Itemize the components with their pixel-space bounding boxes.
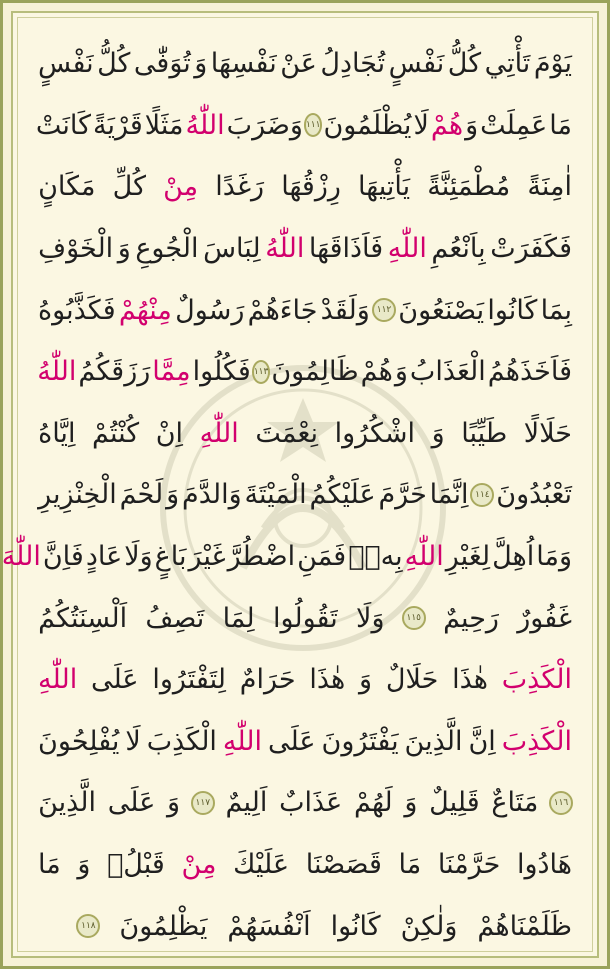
word: حَرَّمْنَا <box>437 849 501 881</box>
word: وَلَا <box>356 602 385 634</box>
word: عَمِلَتْ <box>480 109 548 141</box>
highlighted-word: مِنْ <box>163 171 199 203</box>
word: اِيَّاهُ <box>38 417 76 449</box>
ayah-number-marker: ١١٨ <box>76 914 100 938</box>
text-line <box>37 341 573 403</box>
word: حَلَالٌ <box>385 664 439 696</box>
word: لَا <box>413 109 429 141</box>
word: بِهٖۚ <box>348 541 403 573</box>
word: رَسُولٌ <box>175 294 245 326</box>
ayah-number-marker: ١١٦ <box>549 791 573 815</box>
word: نَفْسٍ <box>388 48 445 80</box>
word: يَصْنَعُونَ <box>398 294 485 326</box>
text-line <box>37 464 573 526</box>
ayah-number-marker: ١١٤ <box>470 483 494 507</box>
text-line <box>37 895 573 957</box>
word: قَصَصْنَا <box>305 849 382 881</box>
text-line <box>37 772 573 834</box>
word: ظَلَمْنَاهُمْ <box>477 910 572 942</box>
word: نَفْسِهَا <box>210 48 277 80</box>
word: اِنَّمَا <box>429 479 469 511</box>
word: وَ <box>77 849 91 881</box>
word: فَكَفَرَتْ <box>490 233 572 265</box>
word: وَ <box>431 417 445 449</box>
ayah-number-marker: ١١٢ <box>372 298 396 322</box>
highlighted-word: مِنْ <box>181 849 217 881</box>
highlighted-word: اللّٰهِ <box>199 417 239 449</box>
word: كُنْتُمْ <box>92 417 140 449</box>
highlighted-word: اللّٰهَ <box>1 541 41 573</box>
word: الَّذِينَ <box>404 725 463 757</box>
text-line <box>37 649 573 711</box>
word: فَاِنَّ <box>42 541 84 573</box>
word: عَلَيْكُمُ <box>309 479 376 511</box>
word: اٰمِنَةً <box>527 171 572 203</box>
word: كُلُّ <box>447 48 482 80</box>
word: يَظْلِمُونَ <box>119 910 208 942</box>
word: قَبْلُۚ <box>107 849 165 881</box>
highlighted-word: اللّٰهُ <box>185 109 225 141</box>
word: وَ <box>167 787 181 819</box>
word: حَرَامٌ <box>239 664 296 696</box>
highlighted-word: اللّٰهِ <box>387 233 427 265</box>
highlighted-word: الْكَذِبَ <box>501 664 572 696</box>
word: كَانُوا <box>487 294 538 326</box>
word: لَا <box>125 725 141 757</box>
word: يُظْلَمُونَ <box>323 109 412 141</box>
highlighted-word: مِنْهُمْ <box>118 294 172 326</box>
text-line <box>37 834 573 896</box>
word: وَلَقَدْ <box>320 294 370 326</box>
word: عَادٍ <box>85 541 123 573</box>
word: لِتَفْتَرُوا <box>152 664 226 696</box>
word: فَمَنِ <box>297 541 347 573</box>
highlighted-word: اللّٰهُ <box>37 356 77 388</box>
word: الْخَوْفِ <box>38 233 114 265</box>
highlighted-word: اللّٰهِ <box>38 664 78 696</box>
word: رَزَقَكُمُ <box>78 356 151 388</box>
word: كُلُّ <box>97 48 131 80</box>
word: الْخِنْزِيرِ <box>38 479 117 511</box>
word: مَا <box>38 849 61 881</box>
word: يَوْمَ <box>533 48 572 80</box>
word: رَحِيمٌ <box>443 602 499 634</box>
word: قَلِيلٌ <box>429 787 480 819</box>
word: تَعْبُدُونَ <box>496 479 572 511</box>
word: وَالدَّمَ <box>182 479 242 511</box>
word: عَذَابٌ <box>279 787 343 819</box>
word: اِنْ <box>155 417 184 449</box>
word: فَكَذَّبُوهُ <box>38 294 116 326</box>
word: هٰذَا <box>309 664 346 696</box>
highlighted-word: هُمْ <box>430 109 464 141</box>
word: مَكَانٍ <box>38 171 96 203</box>
word: وَضَرَبَ <box>226 109 303 141</box>
word: غَيْرَ <box>188 541 226 573</box>
word: الَّذِينَ <box>38 787 97 819</box>
word: لَهُمْ <box>354 787 393 819</box>
word: وَ <box>465 109 479 141</box>
word: غَفُورٌ <box>517 602 572 634</box>
word: لِبَاسَ <box>203 233 261 265</box>
word: اشْكُرُوا <box>334 417 416 449</box>
highlighted-word: الْكَذِبَ <box>501 725 572 757</box>
word: فَاَخَذَهُمُ <box>487 356 572 388</box>
word: الْكَذِبَ <box>146 725 217 757</box>
ayah-number-marker: ١١١ <box>304 113 323 137</box>
word: تَصِفُ <box>145 602 205 634</box>
word: فَاَذَاقَهَا <box>308 233 384 265</box>
word: ظَالِمُونَ <box>271 356 359 388</box>
word: عَلَى <box>90 664 139 696</box>
word: اُهِلَّ <box>492 541 535 573</box>
word: هُمْ <box>360 356 393 388</box>
word: هٰذَا <box>452 664 488 696</box>
text-line <box>37 95 573 157</box>
word: يُفْلِحُونَ <box>38 725 120 757</box>
text-line <box>1 526 573 588</box>
word: مَا <box>398 849 422 881</box>
word: لِمَا <box>222 602 255 634</box>
word: وَ <box>117 233 131 265</box>
word: لِغَيْرِ <box>445 541 491 573</box>
word: جَاءَهُمْ <box>247 294 318 326</box>
highlighted-word: اللّٰهِ <box>222 725 263 757</box>
word: وَ <box>404 787 418 819</box>
word: تُجَادِلُ <box>320 48 386 80</box>
word: الْمَيْتَةَ <box>244 479 307 511</box>
word: قَرْيَةً <box>92 109 143 141</box>
word: نِعْمَتَ <box>255 417 318 449</box>
word: كَانَتْ <box>35 109 91 141</box>
word: وَ <box>394 356 408 388</box>
word: عَلَى <box>107 787 156 819</box>
quran-text-block <box>1 33 573 957</box>
word: رَغَدًا <box>215 171 265 203</box>
word: وَ <box>194 48 208 80</box>
word: تُوَفّٰى <box>133 48 191 80</box>
word: عَلَيْكَ <box>233 849 290 881</box>
word: هَادُوا <box>516 849 572 881</box>
word: بِاَنْعُمِ <box>431 233 486 265</box>
word: مَتَاعٌ <box>491 787 539 819</box>
text-line <box>37 156 573 218</box>
text-line <box>37 33 573 95</box>
word: رِزْقُهَا <box>281 171 341 203</box>
word: يَفْتَرُونَ <box>321 725 399 757</box>
word: فَكُلُوا <box>192 356 251 388</box>
word: حَلَالًا <box>523 417 572 449</box>
text-line <box>37 403 573 465</box>
word: كَانُوا <box>330 910 381 942</box>
word: بِمَا <box>540 294 572 326</box>
text-line <box>37 711 573 773</box>
word: بَاغٍ <box>154 541 187 573</box>
word: حَرَّمَ <box>378 479 427 511</box>
word: الْجُوعِ <box>135 233 199 265</box>
ayah-number-marker: ١١٥ <box>402 606 426 630</box>
word: اَلِيمٌ <box>225 787 268 819</box>
word: مَثَلًا <box>144 109 184 141</box>
word: اِنَّ <box>468 725 496 757</box>
word: كُلِّ <box>112 171 146 203</box>
word: لَحْمَ <box>119 479 164 511</box>
text-line <box>37 279 573 341</box>
highlighted-word: اللّٰهِ <box>404 541 444 573</box>
word: طَيِّبًا <box>461 417 508 449</box>
word: عَنْ <box>280 48 317 80</box>
word: وَ <box>166 479 180 511</box>
word: وَ <box>359 664 373 696</box>
word: الْعَذَابُ <box>409 356 486 388</box>
text-line <box>37 218 573 280</box>
text-line <box>37 587 573 649</box>
word: عَلَى <box>267 725 316 757</box>
word: مَا <box>549 109 572 141</box>
word: تَقُولُوا <box>272 602 338 634</box>
word: اَلْسِنَتُكُمُ <box>38 602 128 634</box>
word: تَأْتِي <box>484 48 531 80</box>
word: وَلَا <box>124 541 153 573</box>
ayah-number-marker: ١١٣ <box>252 360 271 384</box>
ayah-number-marker: ١١٧ <box>191 791 215 815</box>
word: اضْطُرَّ <box>227 541 296 573</box>
highlighted-word: اللّٰهُ <box>265 233 305 265</box>
word: اَنْفُسَهُمْ <box>227 910 311 942</box>
word: وَلٰكِنْ <box>400 910 458 942</box>
highlighted-word: مِمَّا <box>152 356 191 388</box>
word: يَأْتِيهَا <box>358 171 411 203</box>
word: وَمَا <box>536 541 572 573</box>
word: مُطْمَئِنَّةً <box>427 171 511 203</box>
word: نَفْسٍ <box>38 48 94 80</box>
